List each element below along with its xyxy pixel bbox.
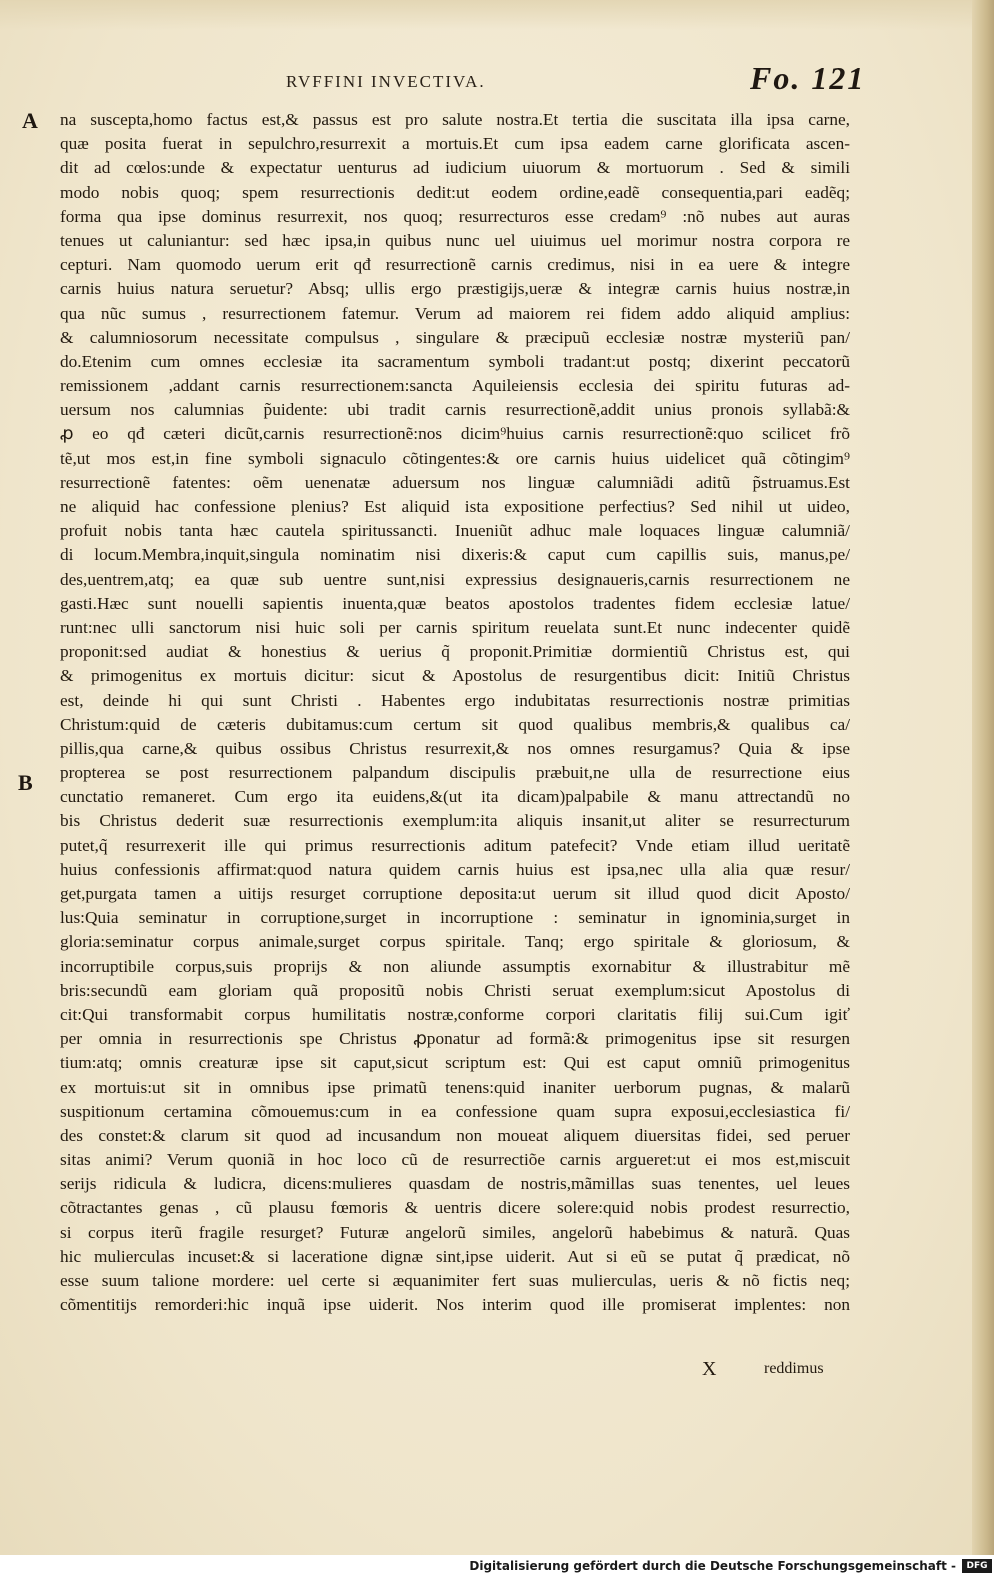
text-line: remissionem ,addant carnis resurrectionem:sancta Aquileiensis ecclesia dei spiritu futuras ad- xyxy=(60,376,850,396)
running-head: RVFFINI INVECTIVA. xyxy=(286,72,486,91)
text-line: forma qua ipse dominus resurrexit, nos quoq; resurrecturos esse credam⁹ :nõ nubes aut auras xyxy=(60,206,850,226)
text-line: resurrectionẽ fatentes: oẽm uenenatæ aduersum nos linguæ calumniãdi aditũ p̃struamus.Est xyxy=(60,472,850,492)
text-line: bis Christus dederit suæ resurrectionis exemplum:ita aliquis insanit,ut aliter se resurrecturum xyxy=(60,811,850,831)
footer-credit: Digitalisierung gefördert durch die Deutsche Forschungsgemeinschaft - xyxy=(469,1559,956,1573)
text-line: ꝓ eo qđ cæteri dicũt,carnis resurrectionẽ:nos dicim⁹huius carnis resurrectionẽ:quo scilicet frõ xyxy=(60,424,850,444)
text-line: lus:Quia seminatur in corruptione,surget in incorruptione : seminatur in ignominia,surget in xyxy=(60,908,850,928)
text-line: sitas animi? Verum quoniã in hoc loco cũ de resurrectiõe carnis argueret:ut ei mos est,miscuit xyxy=(60,1150,850,1170)
text-line: esse suum talione mordere: uel certe si æquanimiter fert suas mulierculas, ueris & nõ fictis neq; xyxy=(60,1271,850,1290)
text-line: cepturi. Nam quomodo uerum erit qđ resurrectionẽ carnis credimus, nisi in ea uere & integre xyxy=(60,255,850,275)
text-line: suspitionum certamina cõmouemus:cum in ea confessione quam supra exposui,ecclesiastica fi/ xyxy=(60,1101,850,1121)
catchword-row xyxy=(690,1358,850,1382)
text-line: per omnia in resurrectionis spe Christus ꝓponatur ad formã:& primogenitus ipse sit resurgen xyxy=(60,1029,850,1049)
text-line: quæ posita fuerat in sepulchro,resurrexit a mortuis.Et cum ipsa eadem carne glorificata ascen- xyxy=(60,134,850,154)
text-line: do.Etenim cum omnes ecclesiæ ita sacramentum symboli tradant:ut postq; dixerint peccatorũ xyxy=(60,351,850,371)
text-line: na suscepta,homo factus est,& passus est pro salute nostra.Et tertia die suscitata illa ipsa carne, xyxy=(60,110,850,129)
text-line: get,purgata tamen a uitijs resurget corruptione deposita:ut uerum sit illud quod dicit Aposto/ xyxy=(60,884,850,903)
text-line: uersum nos calumnias p̃uidente: ubi tradit carnis resurrectionẽ,addit unius pronois syllabã:& xyxy=(60,400,850,420)
text-line: cunctatio remaneret. Cum ergo ita euidens,&(ut ita dicam)palpabile & manu attrectandũ no xyxy=(60,787,850,807)
text-line: di locum.Membra,inquit,singula nominatim nisi dixeris:& caput cum capillis suis, manus,pe/ xyxy=(60,545,850,565)
text-line: cõmentitijs remorderi:hic inquã ipse uiderit. Nos interim quod ille promiserat implentes: non xyxy=(60,1295,850,1315)
text-line: ex mortuis:ut sit in omnibus ipse primatũ tenens:quid inaniter uerborum pugnas, & malarũ xyxy=(60,1077,850,1097)
signature-mark: X xyxy=(702,1358,717,1380)
text-line: serijs ridicula & ludicra, dicens:mulieres quasdam de nostris,mãmillas suas tenentes, uel leues xyxy=(60,1174,850,1194)
text-line: si corpus iterũ fragile resurget? Futuræ angelorũ similes, angelorũ habebimus & naturã. Quas xyxy=(60,1222,850,1242)
footer-bar xyxy=(0,1555,1000,1578)
text-line: incorruptibile corpus,suis proprijs & non aliunde assumptis exornabitur & illustrabitur mẽ xyxy=(60,956,850,976)
text-line: cõtractantes genas , cũ plausu fœmoris & uentris dicere solere:quid nobis prodest resurrectio, xyxy=(60,1198,850,1218)
dfg-logo-icon: DFG xyxy=(962,1559,992,1573)
text-line: putet,q̃ resurrexerit ille qui primus resurrectionis aditum patefecit? Vnde etiam illud ueritatẽ xyxy=(60,835,850,855)
text-line: propterea se post resurrectionem palpandum discipulis præbuit,ne ulla de resurrectione eius xyxy=(60,763,850,783)
text-line: hic mulierculas incuset:& si laceratione dignæ sint,ipse uiderit. Aut si eũ se putat q̃ prædicat, nõ xyxy=(60,1246,850,1266)
text-line: huius confessionis affirmat:quod natura quidem carnis huius est ipsa,nec ulla alia quæ resur/ xyxy=(60,859,850,879)
text-line: est, deinde hi qui sunt Christi . Habentes ergo indubitatas resurrectionis nostræ primitias xyxy=(60,690,850,710)
text-line: profuit nobis tanta hæc cautela spiritussancti. Inueniũt adhuc male loquaces linguæ calumniã/ xyxy=(60,521,850,541)
text-line: tẽ,ut mos est,in fine symboli signaculo cõtingentes:& ore carnis huius uidelicet quã cõtingim⁹ xyxy=(60,448,850,468)
page-top-shadow xyxy=(0,0,994,30)
text-line: pillis,qua carne,& quibus ossibus Christus resurrexit,& nos omnes resurgamus? Quia & ipse xyxy=(60,738,850,758)
text-line: qua nũc sumus , resurrectionem fatemur. Verum ad maiorem rei fidem addo aliquid amplius: xyxy=(60,303,850,323)
text-line: ne aliquid hac confessione plenius? Est aliquid ista expositione perfectius? Sed nihil ut uideo, xyxy=(60,497,850,516)
text-line: modo nobis quoq; spem resurrectionis dedit:ut eodem ordine,eadẽ consequentia,pari eadẽq; xyxy=(60,182,850,202)
text-line: runt:nec ulli sanctorum nisi huic soli per carnis spiritum reuelata sunt.Et nunc indecenter quidẽ xyxy=(60,617,850,637)
text-line: dit ad cœlos:unde & expectatur uenturus ad iudicium uiuorum & mortuorum . Sed & simili xyxy=(60,158,850,178)
text-line: tenues ut caluniantur: sed hæc ipsa,in quibus nunc uel uiuimus uel morimur nostra corpora re xyxy=(60,230,850,250)
page-edge xyxy=(972,0,994,1555)
text-line: gloria:seminatur corpus animale,surget corpus spiritale. Tanq; ergo spiritale & gloriosum, & xyxy=(60,932,850,952)
text-line: des constet:& clarum sit quod ad incusandum non moueat aliquem diuersitas fidei, sed peruer xyxy=(60,1125,850,1145)
text-line: bris:secundũ eam gloriam quã propositũ nobis Christi seruat exemplum:sicut Apostolus di xyxy=(60,980,850,1000)
text-line: Christum:quid de cæteris dubitamus:cum certum sit quod qualibus membris,& qualibus ca/ xyxy=(60,714,850,734)
text-line: & calumniosorum necessitate compulsus , singulare & præcipuũ ecclesiæ nostræ mysteriũ pan/ xyxy=(60,327,850,347)
margin-letter-b: B xyxy=(18,770,33,795)
text-line: cit:Qui transformabit corpus humilitatis nostræ,conforme corpori claritatis filij sui.Cum igiť xyxy=(60,1004,850,1024)
text-line: des,uentrem,atq; ea quæ sub uentre sunt,nisi expressius designaueris,carnis resurrectionem ne xyxy=(60,569,850,589)
text-line: proponit:sed audiat & honestius & uerius q̃ proponit.Primitiæ dormientiũ Christus est, qui xyxy=(60,642,850,662)
folio-number: Fo. 121 xyxy=(750,60,866,96)
text-line: gasti.Hæc sunt nouelli sapientis inuenta,quæ beatos apostolos tradentes fidem ecclesiæ latue/ xyxy=(60,593,850,613)
text-line: & primogenitus ex mortuis dicitur: sicut & Apostolus de resurgentibus dicit: Initiũ Christus xyxy=(60,666,850,686)
text-line: carnis huius natura seruetur? Absq; ullis ergo præstigijs,ueræ & integræ carnis huius nostræ,in xyxy=(60,279,850,299)
catchword: reddimus xyxy=(764,1360,824,1377)
margin-letter-a: A xyxy=(22,108,38,133)
text-line: tium:atq; omnis creaturæ ipse sit caput,sicut scriptum est: Qui est caput omniũ primogenitus xyxy=(60,1053,850,1073)
body-text xyxy=(60,108,850,1317)
